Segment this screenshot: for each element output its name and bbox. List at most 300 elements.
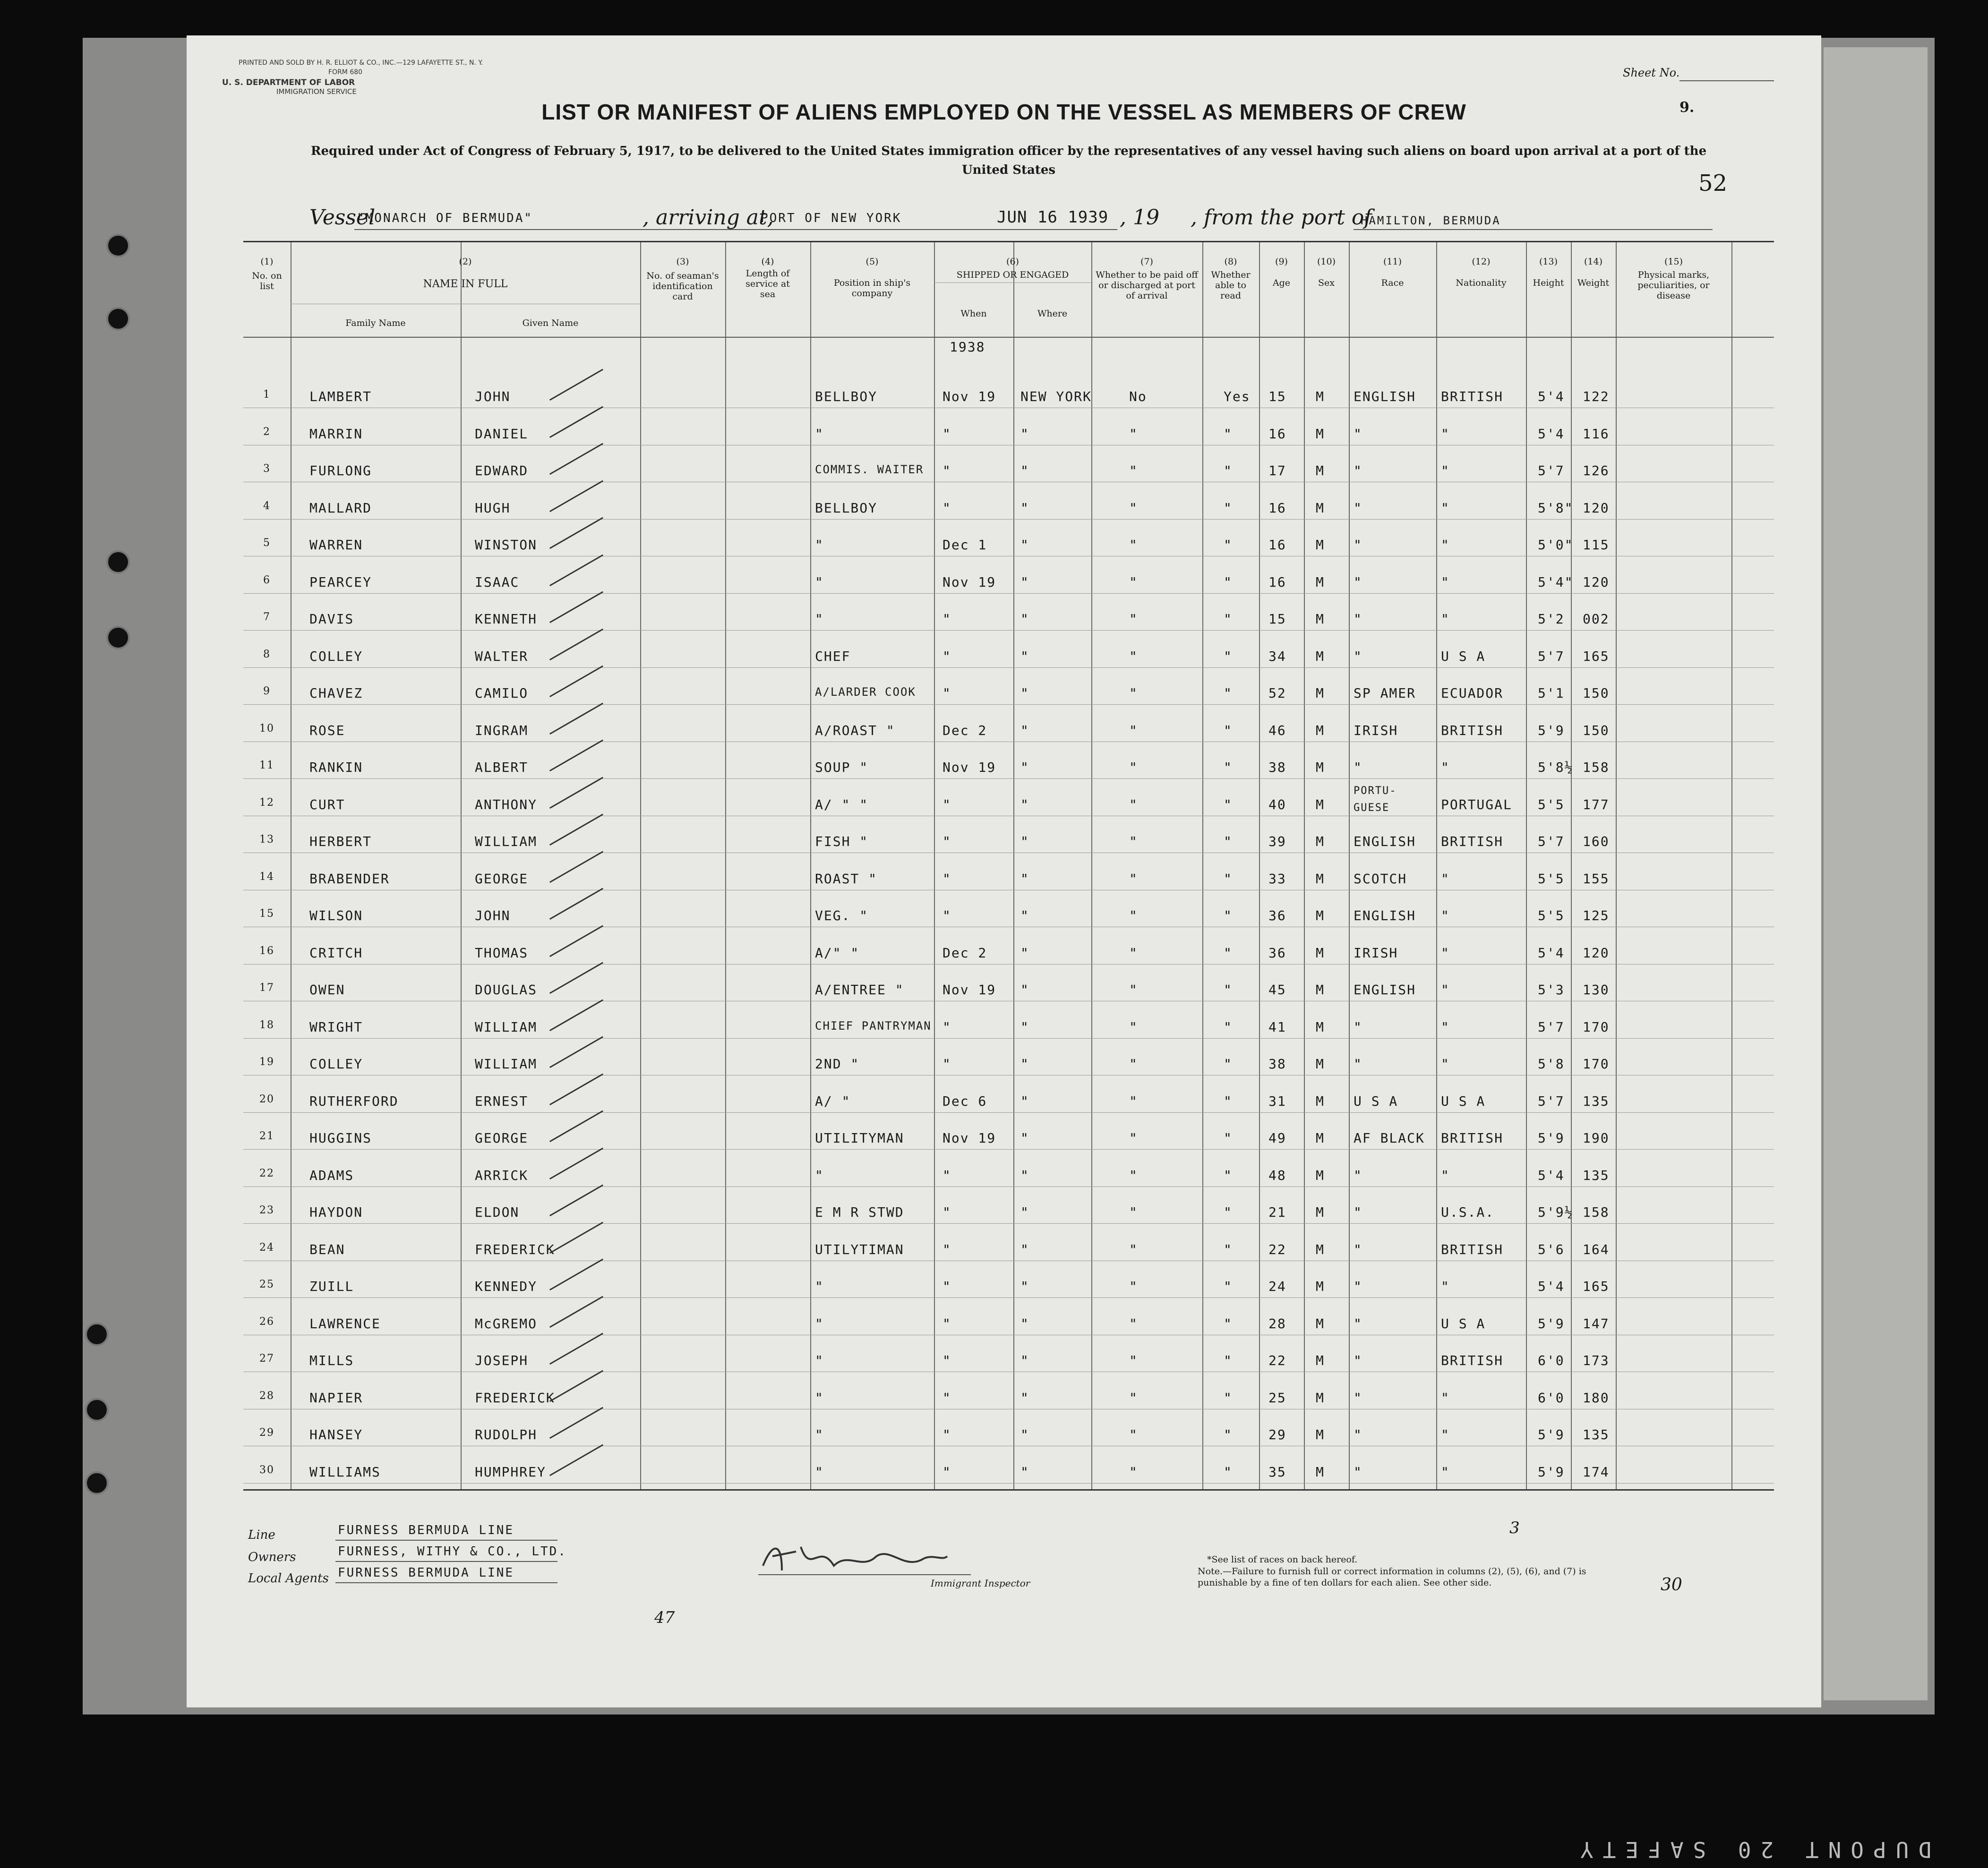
- cell-given: ANTHONY: [475, 796, 538, 812]
- cell-no: 30: [259, 1464, 274, 1476]
- cell-sex: M: [1316, 574, 1325, 590]
- check-mark: [549, 1073, 603, 1105]
- cell-race: ENGLISH: [1354, 834, 1416, 849]
- cell-sex: M: [1316, 1315, 1325, 1331]
- cell-age: 21: [1268, 1204, 1286, 1220]
- cell-read: ": [1224, 1353, 1233, 1368]
- check-mark: [549, 1147, 603, 1179]
- cell-no: 6: [263, 574, 271, 586]
- col-14-label: Weight: [1577, 278, 1610, 288]
- cell-age: 52: [1268, 685, 1286, 701]
- races-note: *See list of races on back hereof.: [1207, 1554, 1358, 1565]
- cell-sex: M: [1316, 759, 1325, 775]
- cell-nat: BRITISH: [1441, 389, 1504, 404]
- cell-when: ": [943, 1353, 951, 1368]
- cell-read: ": [1224, 1241, 1233, 1257]
- cell-read: ": [1224, 1464, 1233, 1480]
- cell-sex: M: [1316, 1241, 1325, 1257]
- cell-position: ROAST ": [815, 870, 878, 887]
- cell-sex: M: [1316, 1279, 1325, 1294]
- cell-read: ": [1224, 574, 1233, 590]
- cell-weight: 174: [1583, 1464, 1610, 1480]
- row-rule: [243, 1149, 1774, 1150]
- cell-paid: ": [1129, 908, 1138, 923]
- cell-age: 45: [1268, 982, 1286, 998]
- cell-sex: M: [1316, 908, 1325, 923]
- cell-given: THOMAS: [475, 945, 529, 961]
- cell-no: 3: [263, 463, 271, 475]
- cell-no: 29: [259, 1427, 274, 1439]
- cell-sex: M: [1316, 1130, 1325, 1146]
- cell-race: ": [1354, 648, 1362, 664]
- cell-position: ": [815, 1167, 824, 1183]
- cell-family: HAYDON: [309, 1204, 363, 1220]
- cell-height: 5'8½: [1538, 759, 1574, 775]
- date-stamp: JUN 16 1939: [997, 208, 1109, 227]
- cell-age: 40: [1268, 796, 1286, 812]
- cell-race: ": [1354, 537, 1362, 553]
- cell-nat: ECUADOR: [1441, 685, 1504, 701]
- cell-when: ": [943, 648, 951, 664]
- cell-where: ": [1020, 945, 1029, 961]
- cell-family: ROSE: [309, 722, 345, 738]
- cell-paid: ": [1129, 1390, 1138, 1406]
- cell-no: 8: [263, 648, 271, 660]
- cell-given: McGREMO: [475, 1315, 538, 1331]
- cell-weight: 126: [1583, 463, 1610, 478]
- cell-race: ": [1354, 463, 1362, 478]
- cell-nat: BRITISH: [1441, 1241, 1504, 1257]
- cell-where: ": [1020, 1204, 1029, 1220]
- cell-race: ": [1354, 574, 1362, 590]
- cell-read: ": [1224, 722, 1233, 738]
- col-6-label: SHIPPED OR ENGAGED: [956, 270, 1069, 280]
- row-rule: [243, 704, 1774, 705]
- cell-where: ": [1020, 1427, 1029, 1442]
- check-mark: [549, 1407, 603, 1439]
- cell-sex: M: [1316, 537, 1325, 553]
- cell-read: ": [1224, 611, 1233, 627]
- cell-given: JOHN: [475, 908, 511, 923]
- col-3-number: (3): [676, 256, 689, 267]
- column-divider: [1202, 242, 1203, 1489]
- margin-mark: 30: [1661, 1575, 1682, 1595]
- col-when-label: When: [960, 308, 987, 319]
- cell-position: ": [815, 1315, 824, 1331]
- cell-weight: 190: [1583, 1130, 1610, 1146]
- cell-when: ": [943, 1204, 951, 1220]
- cell-sex: M: [1316, 1353, 1325, 1368]
- backing-edge: [1824, 47, 1928, 1700]
- cell-race: ": [1354, 1464, 1362, 1480]
- col-9-number: (9): [1275, 256, 1288, 267]
- cell-position: 2ND ": [815, 1056, 860, 1072]
- check-mark: [549, 925, 603, 957]
- cell-position: ": [815, 1427, 824, 1442]
- cell-where: ": [1020, 500, 1029, 516]
- cell-height: 5'4: [1538, 426, 1565, 442]
- check-mark: [549, 740, 603, 772]
- cell-read: ": [1224, 759, 1233, 775]
- cell-no: 18: [259, 1019, 274, 1031]
- cell-read: ": [1224, 1204, 1233, 1220]
- margin-mark: 47: [654, 1608, 675, 1627]
- col-13-label: Height: [1533, 278, 1564, 288]
- cell-no: 21: [259, 1130, 274, 1142]
- form-number: FORM 680: [328, 68, 363, 76]
- cell-age: 15: [1268, 611, 1286, 627]
- cell-paid: ": [1129, 1427, 1138, 1442]
- cell-position: COMMIS. WAITER: [815, 463, 924, 476]
- cell-no: 11: [259, 759, 274, 771]
- cell-when: Dec 6: [943, 1093, 987, 1109]
- cell-read: ": [1224, 1167, 1233, 1183]
- cell-paid: ": [1129, 870, 1138, 887]
- col-6-number: (6): [1006, 256, 1019, 267]
- cell-family: CRITCH: [309, 945, 363, 961]
- col-2-number: (2): [459, 256, 472, 267]
- cell-where: ": [1020, 426, 1029, 442]
- cell-nat: U S A: [1441, 1315, 1486, 1331]
- cell-sex: M: [1316, 834, 1325, 849]
- cell-family: BRABENDER: [309, 870, 390, 887]
- cell-nat: U.S.A.: [1441, 1204, 1495, 1220]
- cell-weight: 173: [1583, 1353, 1610, 1368]
- cell-weight: 120: [1583, 574, 1610, 590]
- cell-no: 17: [259, 982, 274, 994]
- col-11-label: Race: [1381, 278, 1404, 288]
- cell-height: 5'7: [1538, 1093, 1565, 1109]
- cell-when: ": [943, 1390, 951, 1406]
- column-divider: [725, 242, 726, 1489]
- cell-sex: M: [1316, 1427, 1325, 1442]
- col-8-number: (8): [1224, 256, 1237, 267]
- cell-no: 16: [259, 945, 274, 957]
- cell-age: 34: [1268, 648, 1286, 664]
- cell-age: 16: [1268, 500, 1286, 516]
- page-title: LIST OR MANIFEST OF ALIENS EMPLOYED ON THE VESSEL AS MEMBERS OF CREW: [541, 100, 1466, 124]
- check-mark: [549, 776, 603, 809]
- cell-when: ": [943, 463, 951, 478]
- check-mark: [549, 814, 603, 846]
- cell-age: 25: [1268, 1390, 1286, 1406]
- cell-race: ": [1354, 1353, 1362, 1368]
- cell-nat: PORTUGAL: [1441, 796, 1512, 812]
- cell-where: ": [1020, 1130, 1029, 1146]
- cell-sex: M: [1316, 1204, 1325, 1220]
- cell-age: 41: [1268, 1019, 1286, 1035]
- vessel-label: Vessel: [309, 205, 376, 230]
- cell-where: ": [1020, 759, 1029, 775]
- cell-given: DANIEL: [475, 426, 529, 442]
- cell-weight: 170: [1583, 1019, 1610, 1035]
- cell-nat: ": [1441, 1279, 1450, 1294]
- cell-when: ": [943, 1167, 951, 1183]
- line-underline: [335, 1540, 557, 1541]
- cell-where: ": [1020, 1353, 1029, 1368]
- cell-paid: ": [1129, 1056, 1138, 1072]
- cell-nat: ": [1441, 908, 1450, 923]
- cell-position: A/ENTREE ": [815, 982, 904, 998]
- check-mark: [549, 1259, 603, 1291]
- cell-weight: 147: [1583, 1315, 1610, 1331]
- cell-sex: M: [1316, 389, 1325, 404]
- agents-label: Local Agents: [248, 1571, 329, 1586]
- cell-given: WILLIAM: [475, 1019, 538, 1035]
- cell-position: ": [815, 537, 824, 553]
- check-mark: [549, 1370, 603, 1402]
- cell-given: ISAAC: [475, 574, 520, 590]
- cell-no: 28: [259, 1390, 274, 1402]
- cell-nat: ": [1441, 611, 1450, 627]
- row-rule: [243, 778, 1774, 779]
- check-mark: [549, 554, 603, 586]
- cell-nat: ": [1441, 1427, 1450, 1442]
- column-divider: [1091, 242, 1092, 1489]
- from-label: , from the port of: [1191, 205, 1372, 230]
- cell-no: 20: [259, 1093, 274, 1105]
- cell-when: ": [943, 426, 951, 442]
- line-value: FURNESS BERMUDA LINE: [338, 1523, 514, 1537]
- cell-family: ZUILL: [309, 1279, 354, 1294]
- cell-paid: ": [1129, 1167, 1138, 1183]
- cell-where: ": [1020, 1093, 1029, 1109]
- cell-weight: 150: [1583, 722, 1610, 738]
- check-mark: [549, 1036, 603, 1068]
- line-label: Line: [248, 1528, 275, 1542]
- col-5-label: Position in ship's company: [833, 278, 911, 299]
- cell-weight: 120: [1583, 500, 1610, 516]
- from-underline: [1354, 229, 1713, 230]
- cell-given: GEORGE: [475, 870, 529, 887]
- cell-paid: ": [1129, 1353, 1138, 1368]
- arriving-label: , arriving at,: [643, 205, 774, 230]
- cell-given: ARRICK: [475, 1167, 529, 1183]
- cell-weight: 002: [1583, 611, 1610, 627]
- cell-no: 23: [259, 1204, 274, 1216]
- cell-when: ": [943, 1019, 951, 1035]
- col-12-number: (12): [1472, 256, 1491, 267]
- cell-position: CHEF: [815, 648, 851, 664]
- cell-age: 35: [1268, 1464, 1286, 1480]
- cell-given: JOHN: [475, 389, 511, 404]
- cell-race: SP AMER: [1354, 685, 1416, 701]
- cell-paid: ": [1129, 1130, 1138, 1146]
- inspector-underline: [758, 1574, 971, 1575]
- cell-given: EDWARD: [475, 463, 529, 478]
- owners-label: Owners: [248, 1550, 296, 1564]
- check-mark: [549, 1221, 603, 1254]
- cell-weight: 135: [1583, 1093, 1610, 1109]
- row-rule: [243, 1223, 1774, 1224]
- cell-read: ": [1224, 648, 1233, 664]
- manifest-table: [243, 241, 1774, 1491]
- page-subtitle: Required under Act of Congress of February 5, 1917, to be delivered to the United States immigration officer by the representatives of any vessel having such aliens on board upon arrival at a port of the United States: [310, 144, 1707, 177]
- cell-race: ENGLISH: [1354, 908, 1416, 923]
- column-divider: [461, 242, 462, 1489]
- cell-family: RANKIN: [309, 759, 363, 775]
- row-rule: [243, 1297, 1774, 1298]
- cell-read: ": [1224, 1019, 1233, 1035]
- cell-race: ": [1354, 1204, 1362, 1220]
- film-edge-text: DUPONT 20 SAFETY: [1570, 1837, 1931, 1862]
- cell-paid: No: [1129, 389, 1147, 404]
- cell-family: RUTHERFORD: [309, 1093, 399, 1109]
- cell-read: ": [1224, 1279, 1233, 1294]
- cell-weight: 135: [1583, 1167, 1610, 1183]
- cell-race: ": [1354, 426, 1362, 442]
- cell-weight: 160: [1583, 834, 1610, 849]
- cell-weight: 122: [1583, 389, 1610, 404]
- cell-when: Dec 2: [943, 945, 987, 961]
- check-mark: [549, 1185, 603, 1217]
- cell-race: ENGLISH: [1354, 982, 1416, 998]
- check-mark: [549, 591, 603, 623]
- cell-nat: ": [1441, 1390, 1450, 1406]
- cell-weight: 130: [1583, 982, 1610, 998]
- cell-height: 5'7: [1538, 1019, 1565, 1035]
- owners-value: FURNESS, WITHY & CO., LTD.: [338, 1544, 567, 1559]
- cell-no: 5: [263, 537, 271, 549]
- punch-hole: [85, 1322, 109, 1346]
- cell-height: 5'9: [1538, 1315, 1565, 1331]
- cell-height: 5'4: [1538, 1167, 1565, 1183]
- cell-weight: 155: [1583, 870, 1610, 887]
- cell-no: 24: [259, 1241, 274, 1254]
- cell-no: 27: [259, 1353, 274, 1365]
- cell-sex: M: [1316, 685, 1325, 701]
- cell-where: ": [1020, 834, 1029, 849]
- cell-race: AF BLACK: [1354, 1130, 1425, 1146]
- cell-age: 16: [1268, 537, 1286, 553]
- cell-read: Yes: [1224, 389, 1251, 404]
- cell-height: 5'7: [1538, 834, 1565, 849]
- subheader-rule: [934, 282, 1091, 283]
- cell-read: ": [1224, 500, 1233, 516]
- page-number: 52: [1698, 170, 1728, 196]
- cell-position: ": [815, 1353, 824, 1368]
- cell-paid: ": [1129, 426, 1138, 442]
- cell-height: 5'5: [1538, 870, 1565, 887]
- cell-race: IRISH: [1354, 945, 1398, 961]
- cell-nat: ": [1441, 1464, 1450, 1480]
- cell-position: ": [815, 1279, 824, 1294]
- punch-hole: [106, 550, 130, 574]
- cell-sex: M: [1316, 463, 1325, 478]
- cell-nat: ": [1441, 574, 1450, 590]
- cell-where: ": [1020, 648, 1029, 664]
- cell-family: MALLARD: [309, 500, 372, 516]
- column-divider: [640, 242, 641, 1489]
- cell-sex: M: [1316, 1019, 1325, 1035]
- header-rule: [243, 337, 1774, 338]
- row-rule: [243, 519, 1774, 520]
- cell-read: ": [1224, 1056, 1233, 1072]
- cell-given: ELDON: [475, 1204, 520, 1220]
- cell-family: HANSEY: [309, 1427, 363, 1442]
- cell-no: 10: [259, 722, 274, 734]
- column-divider: [1436, 242, 1437, 1489]
- cell-nat: ": [1441, 945, 1450, 961]
- cell-read: ": [1224, 426, 1233, 442]
- cell-weight: 170: [1583, 1056, 1610, 1072]
- cell-where: ": [1020, 463, 1029, 478]
- check-mark: [549, 962, 603, 994]
- cell-paid: ": [1129, 463, 1138, 478]
- cell-nat: ": [1441, 1019, 1450, 1035]
- col-15-label: Physical marks, peculiarities, or disease: [1637, 270, 1710, 301]
- cell-family: ADAMS: [309, 1167, 354, 1183]
- col-8-label: Whether able to read: [1211, 270, 1251, 301]
- cell-paid: ": [1129, 574, 1138, 590]
- cell-when: Nov 19: [943, 389, 996, 404]
- cell-no: 25: [259, 1279, 274, 1290]
- cell-read: ": [1224, 1130, 1233, 1146]
- cell-read: ": [1224, 1315, 1233, 1331]
- cell-weight: 125: [1583, 908, 1610, 923]
- cell-weight: 177: [1583, 796, 1610, 812]
- col-3-label: No. of seaman's identification card: [646, 271, 719, 302]
- cell-sex: M: [1316, 722, 1325, 738]
- cell-given: ALBERT: [475, 759, 529, 775]
- cell-paid: ": [1129, 1279, 1138, 1294]
- col-14-number: (14): [1584, 256, 1602, 267]
- col-7-label: Whether to be paid off or discharged at port of arrival: [1096, 270, 1198, 301]
- cell-weight: 120: [1583, 945, 1610, 961]
- cell-race: ": [1354, 1279, 1362, 1294]
- cell-paid: ": [1129, 722, 1138, 738]
- cell-age: 33: [1268, 870, 1286, 887]
- cell-nat: U S A: [1441, 1093, 1486, 1109]
- cell-family: COLLEY: [309, 648, 363, 664]
- row-rule: [243, 1483, 1774, 1484]
- cell-no: 1: [263, 389, 271, 401]
- cell-given: KENNEDY: [475, 1279, 538, 1294]
- cell-when: ": [943, 796, 951, 812]
- cell-height: 5'2: [1538, 611, 1565, 627]
- cell-read: ": [1224, 1093, 1233, 1109]
- cell-family: CHAVEZ: [309, 685, 363, 701]
- col-10-number: (10): [1317, 256, 1336, 267]
- cell-nat: ": [1441, 463, 1450, 478]
- check-mark: [549, 888, 603, 920]
- cell-height: 6'0: [1538, 1353, 1565, 1368]
- cell-given: WINSTON: [475, 537, 538, 553]
- cell-family: WILLIAMS: [309, 1464, 381, 1480]
- cell-paid: ": [1129, 611, 1138, 627]
- cell-race: ": [1354, 759, 1362, 775]
- cell-position: BELLBOY: [815, 389, 878, 404]
- cell-where: ": [1020, 611, 1029, 627]
- cell-position: ": [815, 1390, 824, 1406]
- cell-where: ": [1020, 722, 1029, 738]
- date-underline: [971, 229, 1117, 230]
- cell-read: ": [1224, 908, 1233, 923]
- col-9-label: Age: [1272, 278, 1291, 288]
- cell-age: 24: [1268, 1279, 1286, 1294]
- punch-hole: [85, 1398, 109, 1422]
- cell-height: 6'0: [1538, 1390, 1565, 1406]
- col-family-label: Family Name: [345, 318, 406, 328]
- col-12-label: Nationality: [1456, 278, 1507, 288]
- cell-no: 22: [259, 1167, 274, 1179]
- cell-sex: M: [1316, 1167, 1325, 1183]
- cell-race: ": [1354, 1241, 1362, 1257]
- cell-no: 15: [259, 908, 274, 920]
- cell-weight: 116: [1583, 426, 1610, 442]
- punch-hole: [106, 234, 130, 257]
- cell-race: SCOTCH: [1354, 870, 1407, 887]
